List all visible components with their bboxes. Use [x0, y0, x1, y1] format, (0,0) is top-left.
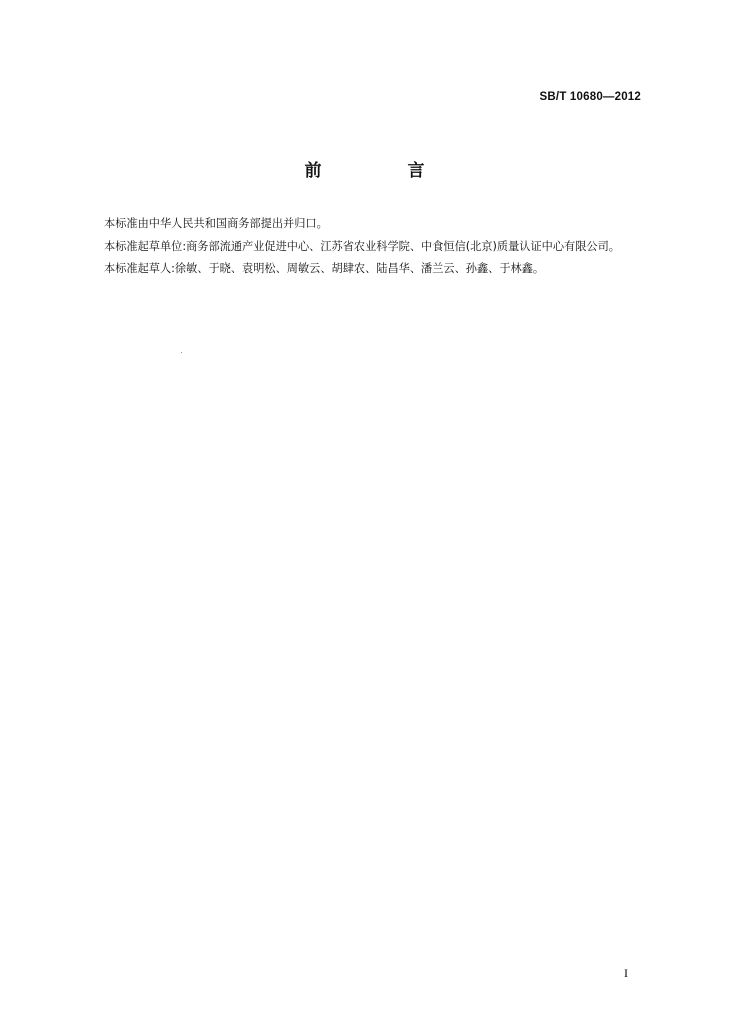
- document-body: [82, 213, 642, 281]
- scan-speck: [181, 352, 182, 353]
- page-title: 前 言: [304, 161, 465, 181]
- standard-code: SB/T 10680—2012: [539, 91, 641, 103]
- paragraph-proposer: 本标准由中华人民共和国商务部提出并归口。: [104, 217, 328, 230]
- page-number: I: [624, 966, 628, 980]
- paragraph-drafting-units: 本标准起草单位:商务部流通产业促进中心、江苏省农业科学院、中食恒信(北京)质量认证中心有限公司。: [104, 239, 620, 253]
- paragraph-drafters: 本标准起草人:徐敏、于晓、袁明松、周敏云、胡肆农、陆昌华、潘兰云、孙鑫、于林鑫。: [104, 262, 545, 275]
